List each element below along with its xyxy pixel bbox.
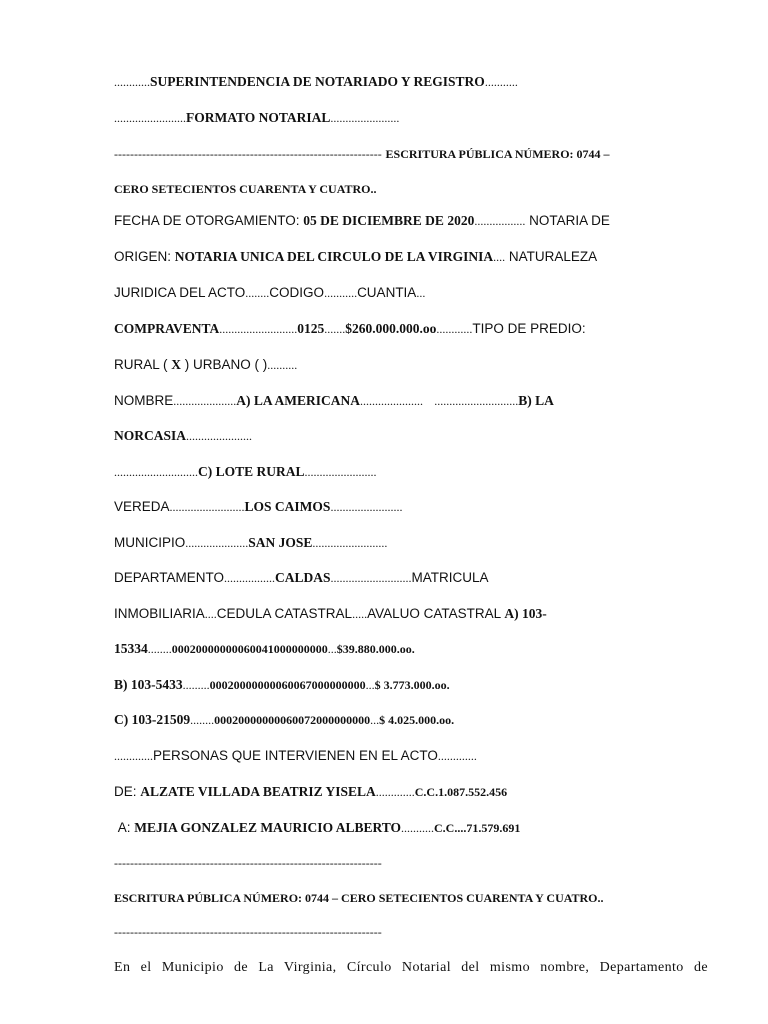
predio-c-name: C) LOTE RURAL (198, 464, 305, 479)
acto-value: COMPRAVENTA (114, 321, 220, 336)
departamento-line: DEPARTAMENTO.................CALDAS...........................MATRICULA (114, 570, 489, 585)
escritura-number-line: ------------------------------------------------------------------- ESCRITURA PÚBLICA NÚMERO: 0744 – (114, 147, 610, 161)
escritura-number: ESCRITURA PÚBLICA NÚMERO: 0744 – (385, 147, 610, 161)
a-line: A: MEJIA GONZALEZ MAURICIO ALBERTO...........C.C....71.579.691 (117, 820, 521, 835)
comprador-cc: C.C....71.579.691 (434, 821, 521, 835)
fecha-line: FECHA DE OTORGAMIENTO: 05 DE DICIEMBRE DE 2020................. NOTARIA DE (114, 213, 610, 228)
vendedor-cc: C.C.1.087.552.456 (414, 785, 508, 799)
matricula-a-end: 15334 (114, 641, 148, 656)
header-line-superintendencia: ............SUPERINTENDENCIA DE NOTARIADO Y REGISTRO........... (114, 74, 518, 89)
escritura-repeat: ESCRITURA PÚBLICA NÚMERO: 0744 – CERO SETECIENTOS CUARENTA Y CUATRO.. (114, 891, 604, 905)
naturaleza-line: JURIDICA DEL ACTO........CODIGO...........CUANTIA... (114, 285, 426, 300)
departamento-value: CALDAS (275, 570, 331, 585)
comprador-name: MEJIA GONZALEZ MAURICIO ALBERTO (134, 820, 401, 835)
vereda-value: LOS CAIMOS (244, 499, 331, 514)
divider-2: ------------------------------------------------------------------- (114, 925, 382, 939)
predio-b-data-line: B) 103-5433.........00020000000060067000000000...$ 3.773.000.oo. (114, 677, 450, 692)
personas-heading-line: .............PERSONAS QUE INTERVIENEN EN EL ACTO............. (114, 748, 477, 763)
superintendencia-title: SUPERINTENDENCIA DE NOTARIADO Y REGISTRO (150, 74, 485, 89)
municipio-value: SAN JOSE (248, 535, 313, 550)
matricula-c: C) 103-21509 (114, 712, 191, 727)
vendedor-name: ALZATE VILLADA BEATRIZ YISELA (140, 784, 376, 799)
codigo-value: 0125 (297, 321, 325, 336)
escritura-words: CERO SETECIENTOS CUARENTA Y CUATRO.. (114, 182, 377, 196)
norcasia-line: NORCASIA...................... (114, 428, 253, 443)
predio-a-name: A) LA AMERICANA (236, 393, 361, 408)
avaluo-a: $39.880.000.oo. (336, 642, 415, 656)
fecha-value: 05 DE DICIEMBRE DE 2020 (303, 213, 475, 228)
de-line: DE: ALZATE VILLADA BEATRIZ YISELA.............C.C.1.087.552.456 (114, 784, 508, 799)
cedula-b: 00020000000060067000000000 (209, 678, 366, 692)
predio-b-name-cont: NORCASIA (114, 428, 187, 443)
formato-notarial-title: FORMATO NOTARIAL (186, 110, 331, 125)
matricula-a-start: A) 103- (504, 606, 547, 621)
nombre-line: NOMBRE.....................A) LA AMERICANA..................... ............................B) LA (114, 393, 554, 408)
cuantia-value: $260.000.000.oo (345, 321, 437, 336)
divider-1: ------------------------------------------------------------------- (114, 856, 382, 870)
cedula-a: 00020000000060041000000000 (171, 642, 328, 656)
lote-rural-line: ............................C) LOTE RURAL........................ (114, 464, 377, 479)
tipo-predio-line: RURAL ( X ) URBANO ( ).......... (114, 357, 298, 372)
compraventa-line: COMPRAVENTA..........................0125.......$260.000.000.oo............TIPO DE PREDIO: (114, 321, 586, 336)
avaluo-b: $ 3.773.000.oo. (374, 678, 450, 692)
body-paragraph-start: En el Municipio de La Virginia, Círculo Notarial del mismo nombre, Departamento de (114, 960, 708, 975)
escritura-words-line (114, 181, 708, 197)
predio-b-name: B) LA (518, 393, 554, 408)
avaluo-c: $ 4.025.000.oo. (379, 713, 455, 727)
notaria-origen-line: ORIGEN: NOTARIA UNICA DEL CIRCULO DE LA VIRGINIA.... NATURALEZA (114, 249, 598, 264)
notaria-value: NOTARIA UNICA DEL CIRCULO DE LA VIRGINIA (174, 249, 494, 264)
escritura-repeat-line (114, 890, 708, 906)
predio-a-data-line: 15334........00020000000060041000000000...$39.880.000.oo. (114, 641, 415, 656)
inmobiliaria-line: INMOBILIARIA....CEDULA CATASTRAL.....AVALUO CATASTRAL A) 103- (114, 606, 547, 621)
predio-c-data-line: C) 103-21509........00020000000060072000000000...$ 4.025.000.oo. (114, 712, 455, 727)
header-line-formato: ........................FORMATO NOTARIAL....................... (114, 110, 400, 125)
municipio-line: MUNICIPIO.....................SAN JOSE......................... (114, 535, 388, 550)
personas-heading: PERSONAS QUE INTERVIENEN EN EL ACTO (153, 748, 438, 763)
rural-mark: X (171, 357, 182, 372)
matricula-b: B) 103-5433 (114, 677, 183, 692)
vereda-line: VEREDA.........................LOS CAIMOS........................ (114, 499, 403, 514)
cedula-c: 00020000000060072000000000 (214, 713, 371, 727)
